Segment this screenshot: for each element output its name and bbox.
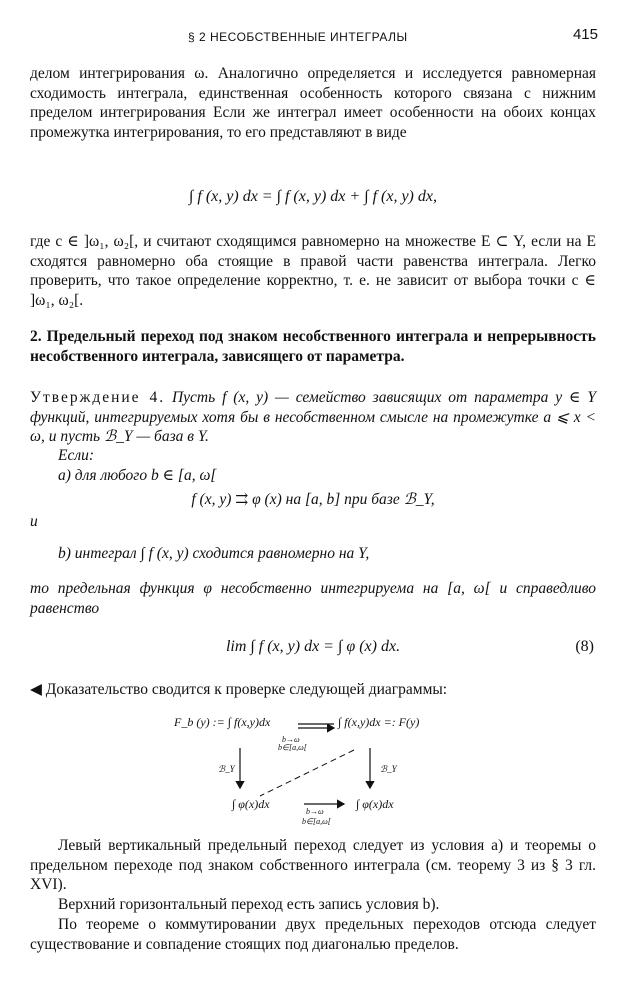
equation-split-integral-text: ∫ f (x, y) dx = ∫ f (x, y) dx + ∫ f (x, y) dx, bbox=[189, 188, 437, 205]
paragraph-1: делом интегрирования ω. Аналогично определяется и исследуется равномерная сходимость интеграла, единственная особенность которого связана с нижним пределом интегрирования Если же интеграл имеет особенности на обоих концах промежутка интегрирования, то его представляют в виде bbox=[30, 65, 596, 141]
section-heading: 2. Предельный переход под знаком несобственного интеграла и непрерывность несобственного интеграла, зависящего от параметра. bbox=[30, 328, 596, 365]
running-head: § 2 НЕСОБСТВЕННЫЕ ИНТЕГРАЛЫ bbox=[188, 30, 408, 44]
equation-8-number: (8) bbox=[575, 638, 594, 655]
statement-text: Пусть f (x, y) — семейство зависящих от параметра y ∈ Y функций, интегрируемых хотя бы в несобственном смысле на промежутке a ⩽ x < ω, и пусть ℬ_Y — база в Y. bbox=[30, 389, 596, 446]
paragraph-4: Верхний горизонтальный переход есть запись условия b). bbox=[58, 896, 440, 913]
diagram-bottom-arrow-sub: b→ω bbox=[306, 807, 324, 816]
proof-intro: ◀ Доказательство сводится к проверке следующей диаграммы: bbox=[30, 681, 448, 698]
diagram-top-arrow-cond: b∈[a,ω[ bbox=[278, 743, 307, 752]
conclusion: то предельная функция φ несобственно интегрируема на [a, ω[ и справедливо равенство bbox=[30, 580, 596, 617]
and-word: и bbox=[30, 513, 38, 530]
condition-a: а) для любого b ∈ [a, ω[ bbox=[58, 467, 217, 484]
diagram-bottom-left: ∫ φ(x)dx bbox=[232, 797, 270, 811]
equation-8 bbox=[30, 628, 596, 668]
paragraph-3: Левый вертикальный предельный переход следует из условия а) и теоремы о предельном переходе под знаком собственного интеграла (см. теорему 3 из § 3 гл. XVI). bbox=[30, 837, 596, 894]
commutative-diagram-svg bbox=[174, 708, 464, 834]
diagram-left-label: ℬ_Y bbox=[218, 764, 235, 774]
diagram-bottom-arrow-cond: b∈[a,ω[ bbox=[302, 817, 331, 826]
statement-label: Утверждение 4. bbox=[30, 389, 166, 406]
statement-4 bbox=[30, 388, 596, 447]
paragraph-2: где c ∈ ]ω₁, ω₂[, и считают сходящимся равномерно на множестве E ⊂ Y, если на E сходятся равномерно оба стоящие в правой части равенства интеграла. Легко проверить, что такое определение корректно, т. е. не зависит от выбора точки c ∈ ]ω₁, ω₂[. bbox=[30, 233, 596, 309]
commutative-diagram bbox=[174, 708, 464, 834]
diagonal-dashed-arrow bbox=[260, 750, 354, 796]
diagram-top-right: ∫ f(x,y)dx =: F(y) bbox=[338, 715, 420, 729]
condition-a-formula: f (x, y) ⇉ φ (x) на [a, b] при базе ℬ_Y, bbox=[191, 491, 435, 508]
diagram-bottom-right: ∫ φ(x)dx bbox=[356, 797, 394, 811]
diagram-top-arrow-sub: b→ω bbox=[282, 735, 300, 744]
equation-split-integral bbox=[30, 178, 596, 218]
page-number: 415 bbox=[572, 26, 598, 43]
if-label: Если: bbox=[58, 447, 95, 464]
paragraph-5: По теореме о коммутировании двух предельных переходов отсюда следует существование и совпадение стоящих под диагональю пределов. bbox=[30, 916, 596, 953]
diagram-right-label: ℬ_Y bbox=[380, 764, 397, 774]
condition-b: b) интеграл ∫ f (x, y) сходится равномерно на Y, bbox=[58, 545, 370, 562]
equation-8-text: lim ∫ f (x, y) dx = ∫ φ (x) dx. bbox=[225, 638, 401, 655]
diagram-top-left: F_b (y) := ∫ f(x,y)dx bbox=[174, 715, 271, 729]
page-header bbox=[0, 26, 628, 48]
